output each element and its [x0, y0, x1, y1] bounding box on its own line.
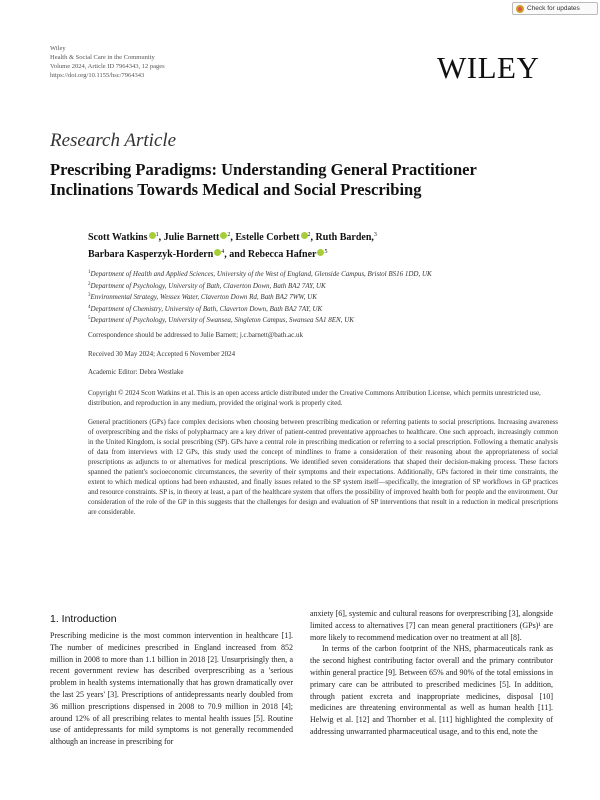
affiliation: $^1$Department of Health and Applied Sciences, University of the West of England, Glenside Campus, Bristol BS16 1DD, UK	[88, 270, 432, 278]
publisher-name: Wiley	[50, 45, 66, 52]
author[interactable]: Ruth Barden,$^3$	[315, 232, 377, 243]
journal-meta	[50, 44, 165, 80]
article-title: Prescribing Paradigms: Understanding General Practitioner Inclinations Towards Medical and Social Prescribing	[50, 160, 477, 199]
affiliations	[88, 268, 568, 326]
academic-editor: Academic Editor: Debra Westlake	[88, 368, 184, 376]
journal-name: Health & Social Care in the Community	[50, 54, 155, 61]
orcid-icon[interactable]	[149, 232, 156, 239]
badge-label: Check for updates	[527, 5, 580, 12]
section-heading-introduction: 1. Introduction	[50, 613, 117, 625]
abstract: General practitioners (GPs) face complex decisions when choosing between prescribing medication or referring patients to social prescriptions. Increasing awareness of overprescribing and the risks of polypharmacy are a key driver of patient-centred preventative approaches to healthcare. One such approach, increasingly common in the United Kingdom, is social prescribing (SP). GPs have a central role in prescribing medication or referring to a social prescription. Following a thematic analysis of data from interviews with 12 GPs, this study used the concept of mindlines to frame a consideration of their reasoning about the appropriateness of social prescriptions as adjuncts to or alternatives for medical prescriptions. We identified seven considerations that shaped their decision-making process. These factors spanned the patient's socioeconomic circumstances, the severity of their symptoms and their expectations. Additionally, GPs factored in their time constraints, the extent to which medical options had been exhausted, and finally issues related to the SP system itself—specifically, the integration of SP workflows in GP practices and resource constraints. SP is, in theory at least, a part of the healthcare system that offers the possibility of improved health both for people and the environment. Our consideration of the role of the GP in this suggests that the challenges for design and evaluation of SP interventions that result in a reduction in medical prescriptions are considerable.	[88, 418, 558, 516]
paragraph: Prescribing medicine is the most common intervention in healthcare [1]. The number of medicines prescribed in England increased from 852 million in 2008 to more than 1.1 billion in 2018 [2]. Unsurprisingly then, a recent government review has described overprescribing as a 'serious problem in health systems internationally that has grown dramatically over the last 25 years' [3]. Prescriptions of antidepressants nearly doubled from 36 million prescriptions dispensed in 2008 to 70.9 million in 2018 [4]; around 12% of all prescribing relates to mental health issues [5]. Routine use of antidepressants for mild symptoms is not generally recommended although an increase in prescribing for	[50, 631, 293, 747]
author[interactable]: Estelle Corbett $^2$	[235, 232, 311, 243]
affiliation: $^4$Department of Chemistry, University of Bath, Claverton Down, Bath BA2 7AY, UK	[88, 304, 323, 313]
correspondence[interactable]: Correspondence should be addressed to Julie Barnett; j.c.barnett@bath.ac.uk	[88, 331, 304, 339]
crossmark-icon	[516, 5, 524, 13]
article-type: Research Article	[50, 130, 177, 151]
volume-info: Volume 2024, Article ID 7964343, 12 pages	[50, 63, 165, 70]
received-dates: Received 30 May 2024; Accepted 6 November 2024	[88, 350, 236, 358]
copyright-notice: Copyright © 2024 Scott Watkins et al. This is an open access article distributed under the Creative Commons Attribution License, which permits unrestricted use, distribution, and reproduction in any medium, provided the original work is properly cited.	[88, 389, 541, 407]
affiliation: $^2$Department of Psychology, University of Bath, Claverton Down, Bath BA2 7AY, UK	[88, 281, 326, 290]
affiliation: $^5$Department of Psychology, University of Swansea, Singleton Campus, Swansea SA1 8EN, UK	[88, 316, 354, 324]
paragraph: In terms of the carbon footprint of the NHS, pharmaceuticals rank as the second highest contributing factor overall and the primary contributor within general practice [9]. Between 65% and 90% of the total emissions in primary care can be attributed to prescribed medicines [5]. In addition, through patient excreta and inappropriate medicines, disposal [10] medicines are threatening environmental as well as human health [11]. Helwig et al. [12] and Thornber et al. [11] highlighted the complexity of addressing unwarranted pharmaceutical usage, and to this end, note the	[310, 644, 553, 736]
body-column-left	[50, 630, 293, 748]
body-column-right	[310, 608, 553, 738]
author[interactable]: Scott Watkins $^1$	[88, 232, 159, 243]
author[interactable]: Julie Barnett $^2$	[163, 232, 231, 243]
wiley-logo: WILEY	[437, 50, 540, 85]
author[interactable]: Barbara Kasperzyk-Hordern $^4$	[88, 249, 225, 260]
author-list: Scott Watkins $^1$, Julie Barnett $^2$, Estelle Corbett $^2$, Ruth Barden,$^3$ Barbara Kasperzyk-Hordern $^4$, and Rebecca Hafner $^5$	[88, 232, 377, 260]
affiliation: $^3$Environmental Strategy, Wessex Water, Claverton Down Rd, Bath BA2 7WW, UK	[88, 293, 317, 301]
check-for-updates-badge[interactable]	[512, 2, 598, 15]
doi-link[interactable]: https://doi.org/10.1155/hsc/7964343	[50, 72, 145, 79]
author[interactable]: and Rebecca Hafner $^5$	[229, 249, 328, 260]
orcid-icon[interactable]	[301, 232, 308, 239]
paragraph: anxiety [6], systemic and cultural reasons for overprescribing [3], alongside limited access to alternatives [7] can mean general practitioners (GPs)¹ are more likely to recommend medication over no treatment at all [8].	[310, 609, 553, 642]
